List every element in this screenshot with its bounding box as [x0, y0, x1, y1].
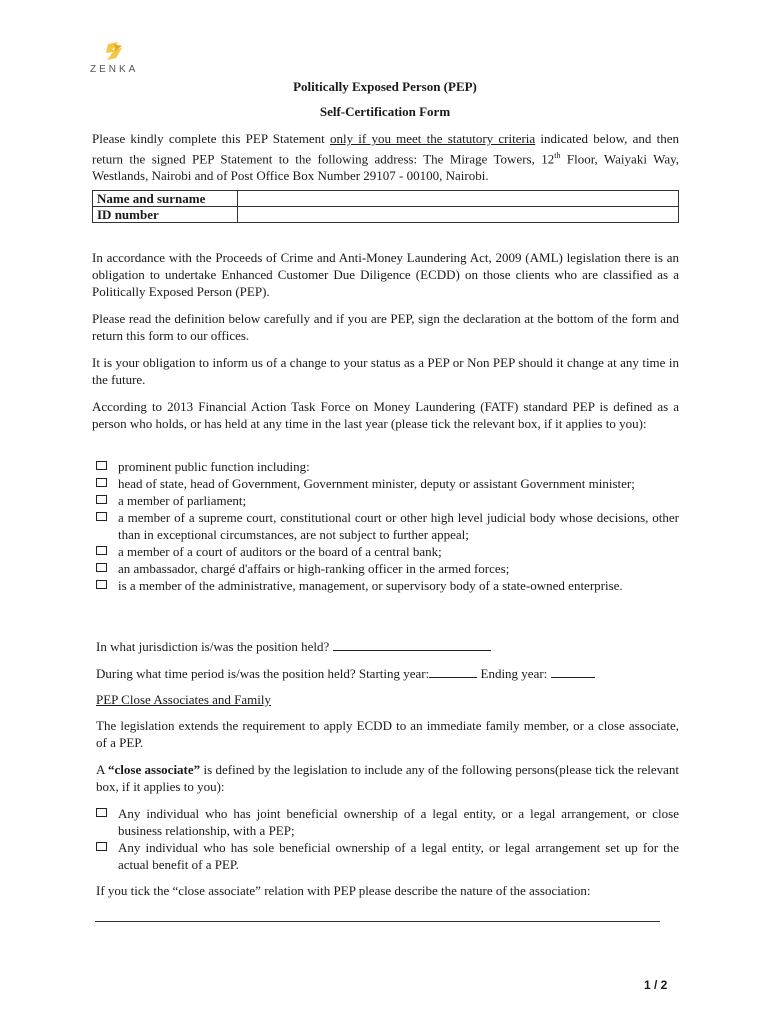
page-number: 1 / 2: [644, 978, 668, 992]
describe-association-question: If you tick the “close associate” relation with PEP please describe the nature of the association:: [96, 883, 591, 898]
table-row: [93, 207, 679, 223]
table-row: [93, 191, 679, 207]
list-item: a member of a court of auditors or the board of a central bank;: [96, 543, 679, 560]
list-item: an ambassador, chargé d'affairs or high-ranking officer in the armed forces;: [96, 560, 679, 577]
pep-criteria-list: [96, 458, 679, 594]
ending-year-line[interactable]: [551, 665, 595, 678]
checkbox[interactable]: [96, 495, 107, 504]
intro-text-3: Floor, Waiyaki Way, Westlands, Nairobi and of Post Office Box Number 29107 - 00100, Nairobi.: [92, 151, 679, 184]
instructions-paragraph: Please read the definition below carefully and if you are PEP, sign the declaration at the bottom of the form and return this form to our offices.: [92, 311, 679, 343]
list-item: Any individual who has sole beneficial ownership of a legal entity, or legal arrangement set up for the actual benefit of a PEP.: [96, 839, 679, 873]
checkbox[interactable]: [96, 546, 107, 555]
jurisdiction-question: In what jurisdiction is/was the position held?: [96, 638, 683, 655]
name-surname-label: Name and surname: [93, 191, 238, 207]
intro-underlined-text: only if you meet the statutory criteria: [329, 131, 536, 146]
close-associate-definition: A “close associate” is defined by the legislation to include any of the following persons(please tick the relevant box, if it applies to you):: [96, 762, 680, 794]
identity-table: [92, 190, 679, 223]
association-answer-line[interactable]: [95, 921, 660, 922]
fatf-paragraph: According to 2013 Financial Action Task Force on Money Laundering (FATF) standard PEP is defined as a person who holds, or has held at any time in the last year (please tick the relevant box, if it applies to you):: [92, 399, 679, 431]
checkbox[interactable]: [96, 512, 107, 521]
list-item: prominent public function including:: [96, 458, 679, 475]
intro-text-1: Please kindly complete this PEP Statement: [92, 131, 330, 146]
checkbox[interactable]: [96, 842, 107, 851]
list-item: a member of a supreme court, constitutional court or other high level judicial body whose decisions, other than in exceptional circumstances, are not subject to further appeal;: [96, 509, 679, 543]
name-surname-field[interactable]: [238, 191, 679, 207]
form-title: Politically Exposed Person (PEP): [293, 79, 477, 94]
intro-text-2: indicated below, and then return the signed PEP Statement to the following address: The Mirage Towers, 12: [92, 131, 679, 167]
period-question: During what time period is/was the position held? Starting year: Ending year:: [96, 665, 683, 682]
id-number-field[interactable]: [238, 207, 679, 223]
checkbox[interactable]: [96, 580, 107, 589]
list-item: a member of parliament;: [96, 492, 679, 509]
checkbox[interactable]: [96, 478, 107, 487]
checkbox[interactable]: [96, 563, 107, 572]
list-item: head of state, head of Government, Government minister, deputy or assistant Government minister;: [96, 475, 679, 492]
obligation-paragraph: It is your obligation to inform us of a change to your status as a PEP or Non PEP should it change at any time in the future.: [92, 355, 679, 387]
list-item: is a member of the administrative, management, or supervisory body of a state-owned enterprise.: [96, 577, 679, 594]
intro-superscript: th: [554, 151, 561, 160]
close-associates-heading: PEP Close Associates and Family: [96, 692, 272, 707]
zenka-logo-icon: [104, 40, 126, 62]
company-logo: [90, 40, 150, 75]
starting-year-line[interactable]: [429, 665, 477, 678]
aml-paragraph: In accordance with the Proceeds of Crime and Anti-Money Laundering Act, 2009 (AML) legislation there is an obligation to undertake Enhanced Customer Due Diligence (ECDD) on those clients who are classified as a Politically Exposed Person (PEP).: [92, 250, 679, 299]
intro-paragraph: [92, 130, 679, 184]
form-subtitle: Self-Certification Form: [319, 104, 451, 119]
id-number-label: ID number: [93, 207, 238, 223]
checkbox[interactable]: [96, 808, 107, 817]
close-associate-list: [96, 805, 679, 873]
logo-wordmark: ZENKA: [90, 64, 139, 75]
jurisdiction-input-line[interactable]: [333, 638, 491, 651]
close-associates-paragraph: The legislation extends the requirement to apply ECDD to an immediate family member, or a close associate, of a PEP.: [96, 718, 679, 750]
checkbox[interactable]: [96, 461, 107, 470]
list-item: Any individual who has joint beneficial ownership of a legal entity, or a legal arrangement, or close business relationship, with a PEP;: [96, 805, 679, 839]
